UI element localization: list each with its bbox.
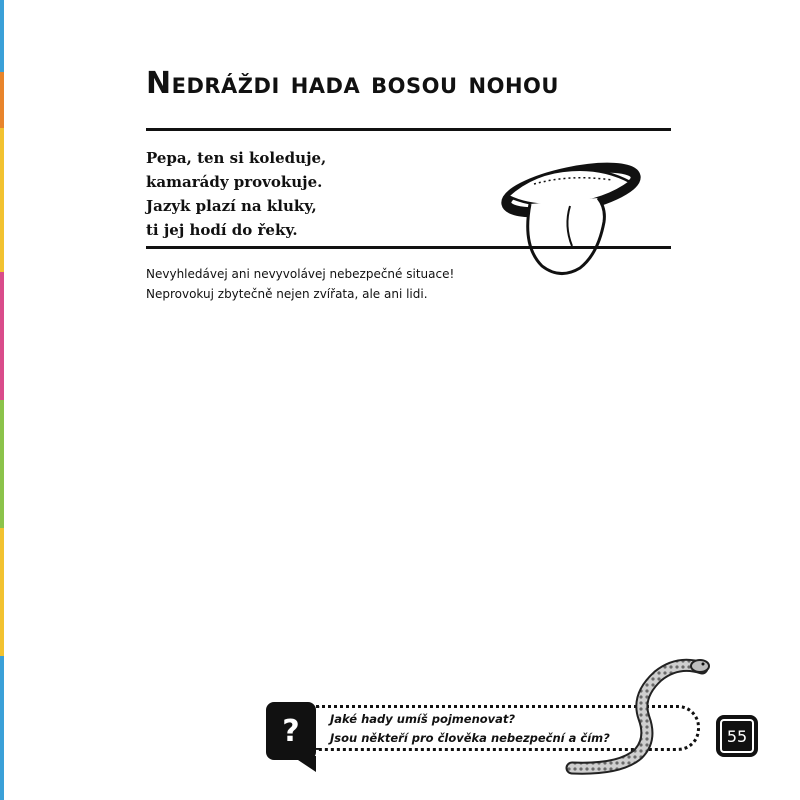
advice-line: Neprovokuj zbytečně nejen zvířata, ale ani lidi. — [146, 287, 428, 301]
question-line: Jaké hady umíš pojmenovat? — [330, 712, 516, 726]
poem — [146, 146, 326, 242]
advice-text — [146, 264, 454, 304]
top-divider — [146, 128, 671, 131]
page-edge-color-stripe — [0, 0, 4, 800]
tongue-out-mouth-illustration — [494, 150, 644, 280]
snake-illustration — [560, 652, 720, 782]
advice-line: Nevyhledávej ani nevyvolávej nebezpečné situace! — [146, 267, 455, 281]
poem-line: Pepa, ten si koleduje, — [146, 149, 327, 167]
poem-line: Jazyk plazí na kluky, — [146, 197, 317, 215]
page-number-badge: 55 — [716, 715, 758, 757]
question-badge-icon: ? — [266, 702, 316, 760]
page-title: Nedráždi hada bosou nohou — [146, 66, 559, 101]
speech-bubble-tail — [292, 756, 316, 772]
poem-line: ti jej hodí do řeky. — [146, 221, 298, 239]
bottom-divider — [146, 246, 671, 249]
question-line: Jsou někteří pro člověka nebezpeční a čím? — [330, 731, 610, 745]
poem-line: kamarády provokuje. — [146, 173, 323, 191]
